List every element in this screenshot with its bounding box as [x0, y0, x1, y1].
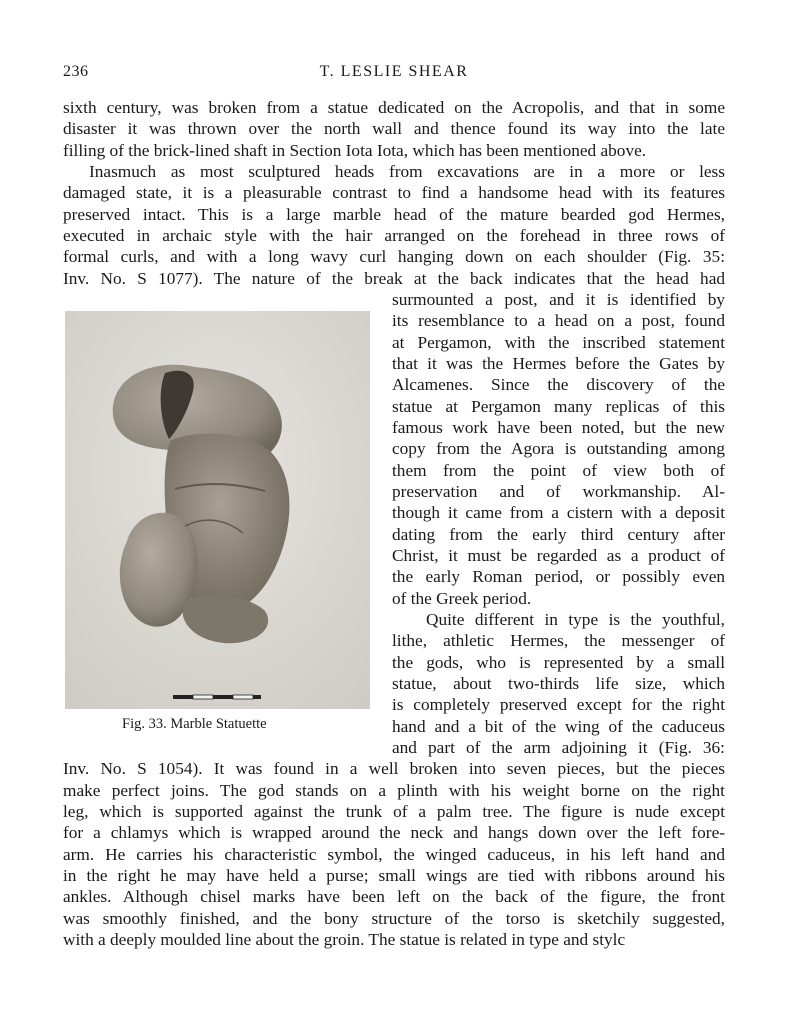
text-line: its resemblance to a head on a post, found: [392, 311, 725, 330]
text-line: disaster it was thrown over the north wall and thence found its way into the late: [63, 119, 725, 138]
text-line: famous work have been noted, but the new: [392, 418, 725, 437]
text-line: is completely preserved except for the right: [392, 695, 725, 714]
text-line: and part of the arm adjoining it (Fig. 36:: [392, 738, 725, 757]
text-line: at Pergamon, with the inscribed statement: [392, 333, 725, 352]
text-line: ankles. Although chisel marks have been left on the back of the figure, the front: [63, 887, 725, 906]
text-line: that it was the Hermes before the Gates by: [392, 354, 725, 373]
text-line: preservation and of workmanship. Al-: [392, 482, 725, 501]
text-line: lithe, athletic Hermes, the messenger of: [392, 631, 725, 650]
text-line: preserved intact. This is a large marble head of the mature bearded god Hermes,: [63, 205, 725, 224]
marble-statuette-image: [65, 311, 370, 709]
text-line: though it came from a cistern with a deposit: [392, 503, 725, 522]
text-line: with a deeply moulded line about the groin. The statue is related in type and stylc: [63, 930, 626, 949]
text-line: Quite different in type is the youthful,: [426, 610, 725, 629]
text-line: dating from the early third century after: [392, 525, 725, 544]
text-line: leg, which is supported against the trunk of a palm tree. The figure is nude except: [63, 802, 725, 821]
text-line: sixth century, was broken from a statue dedicated on the Acropolis, and that in some: [63, 98, 725, 117]
text-line: for a chlamys which is wrapped around the neck and hangs down over the left fore-: [63, 823, 725, 842]
text-line: arm. He carries his characteristic symbol, the winged caduceus, in his left hand and: [63, 845, 725, 864]
text-line: copy from the Agora is outstanding among: [392, 439, 725, 458]
figure-caption: Fig. 33. Marble Statuette: [122, 716, 267, 732]
text-line: filling of the brick-lined shaft in Section Iota Iota, which has been mentioned above.: [63, 141, 647, 160]
text-line: them from the point of view both of: [392, 461, 725, 480]
text-line: Alcamenes. Since the discovery of the: [392, 375, 725, 394]
text-line: was smoothly finished, and the bony structure of the torso is sketchily suggested,: [63, 909, 725, 928]
scale-bar: [173, 695, 261, 699]
text-line: executed in archaic style with the hair arranged on the forehead in three rows of: [63, 226, 725, 245]
text-line: damaged state, it is a pleasurable contrast to find a handsome head with its features: [63, 183, 725, 202]
text-line: statue, about two-thirds life size, which: [392, 674, 725, 693]
text-line: in the right he may have held a purse; small wings are tied with ribbons around his: [63, 866, 725, 885]
figure-photo: [65, 311, 370, 709]
page-number: 236: [63, 63, 89, 80]
page-header: [63, 63, 725, 85]
text-line: of the Greek period.: [392, 589, 532, 608]
text-line: Inv. No. S 1077). The nature of the break at the back indicates that the head had: [63, 269, 725, 288]
text-line: make perfect joins. The god stands on a plinth with his weight borne on the right: [63, 781, 725, 800]
text-line: Inv. No. S 1054). It was found in a well broken into seven pieces, but the pieces: [63, 759, 725, 778]
text-line: Christ, it must be regarded as a product of: [392, 546, 725, 565]
text-line: statue at Pergamon many replicas of this: [392, 397, 725, 416]
text-line: surmounted a post, and it is identified by: [392, 290, 725, 309]
running-head: T. LESLIE SHEAR: [319, 63, 469, 80]
text-line: the early Roman period, or possibly even: [392, 567, 725, 586]
text-line: Inasmuch as most sculptured heads from excavations are in a more or less: [89, 162, 725, 181]
text-line: the gods, who is represented by a small: [392, 653, 725, 672]
text-line: hand and a bit of the wing of the caduceus: [392, 717, 725, 736]
text-line: formal curls, and with a long wavy curl hanging down on each shoulder (Fig. 35:: [63, 247, 725, 266]
